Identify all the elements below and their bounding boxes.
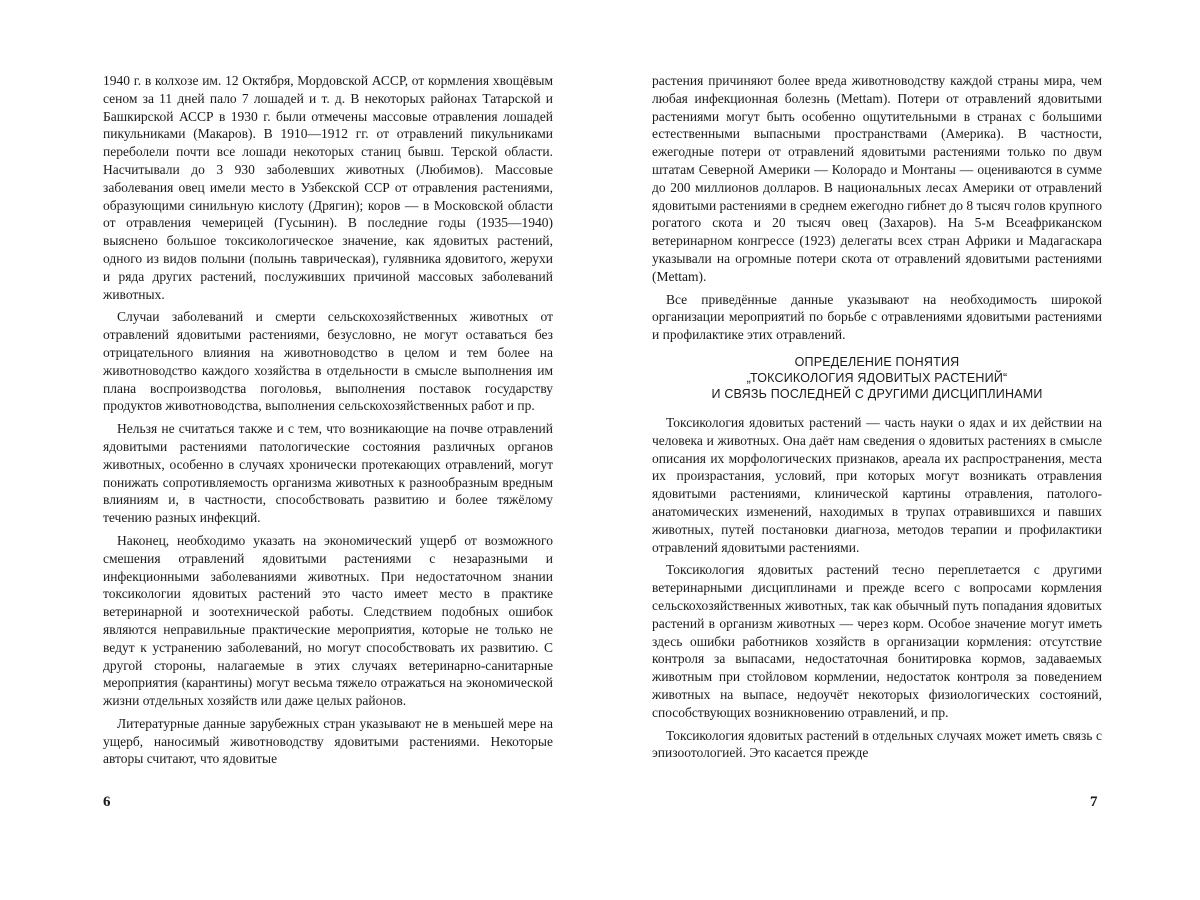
paragraph: Случаи заболеваний и смерти сельскохозяйственных животных от отравлений ядовитыми растениями, безусловно, не могут оставаться без отрицательного влияния на животноводство в целом и тем более на животноводство каждого хозяйства в отдельности в смысле выполнения им плана воспроизводства поголовья, выполнения поставок государству продуктов животноводства, выполнения сельскохозяйственных работ и пр. [103, 309, 553, 414]
paragraph: Токсикология ядовитых растений в отдельных случаях может иметь связь с эпизоотологией. Это касается прежде [652, 727, 1102, 761]
paragraph: Все приведённые данные указывают на необходимость широкой организации мероприятий по борьбе с отравлениями ядовитыми растениями и профилактике этих отравлений. [652, 291, 1102, 343]
heading-line: „ТОКСИКОЛОГИЯ ЯДОВИТЫХ РАСТЕНИЙ“ [746, 370, 1008, 385]
section-heading [652, 354, 1102, 402]
page-number: 6 [103, 794, 111, 810]
paragraph: Наконец, необходимо указать на экономический ущерб от возможного смешения отравлений ядовитыми растениями с незаразными и инфекционными заболеваниями животных. При недостаточном знании токсикологии ядовитых растений это часто имеет место в практике ветеринарной и зоотехнической работы. Следствием подобных ошибок являются неправильные практические мероприятия, которые не только не ведут к устранению заболеваний, но могут способствовать их развитию. С другой стороны, налагаемые в этих случаях ветеринарно-санитарные мероприятия (карантины) могут весьма тяжело отражаться на экономической жизни отдельных хозяйств или даже целых районов. [103, 532, 553, 709]
paragraph: Литературные данные зарубежных стран указывают не в меньшей мере на ущерб, наносимый животноводству ядовитыми растениями. Некоторые авторы считают, что ядовитые [103, 715, 553, 767]
paragraph: растения причиняют более вреда животноводству каждой страны мира, чем любая инфекционная болезнь (Mettam). Потери от отравлений ядовитыми растениями могут быть особенно ощутительными в странах с большими естественными выпасными пространствами (Америка). В частности, ежегодные потери от отравлений ядовитыми растениями только по двум штатам Северной Америки — Колорадо и Монтаны — оцениваются в сумме до 200 миллионов долларов. В национальных лесах Америки от отравлений ядовитыми растениями в среднем ежегодно гибнет до 8 тысяч голов крупного рогатого скота и 20 тысяч овец (Захаров). На 5-м Всеафриканском ветеринарном конгрессе (1923) делегаты всех стран Африки и Мадагаскара указывали на огромные потери скота от отравлений ядовитыми растениями (Mettam). [652, 73, 1102, 284]
page-number: 7 [1090, 794, 1098, 810]
left-page [103, 72, 553, 773]
paragraph: Нельзя не считаться также и с тем, что возникающие на почве отравлений ядовитыми растениями патологические состояния различных органов животных, особенно в случаях хронически протекающих отравлений, могут понижать сопротивляемость организма животных к разнообразным вредным влияниям и, в частности, способствовать развитию и более тяжёлому течению разных инфекций. [103, 421, 553, 526]
paragraph: 1940 г. в колхозе им. 12 Октября, Мордовской АССР, от кормления хвощёвым сеном за 11 дней пало 7 лошадей и т. д. В некоторых районах Татарской и Башкирской АССР в 1930 г. были отмечены массовые отравления лошадей пикульниками (Макаров). В 1910—1912 гг. от отравлений пикульниками переболели почти все лошади некоторых станиц бывш. Терской области. Насчитывали до 3 930 заболевших животных (Любимов). Массовые заболевания овец имели место в Узбекской ССР от отравления растениями, образующими синильную кислоту (Дрягин); коров — в Московской области от отравления чемерицей (Гусынин). В последние годы (1935—1940) выяснено большое токсикологическое значение, как ядовитых растений, одного из видов полыни (полынь таврическая), гулявника ядовитого, жерухи и ряда других растений, послуживших причиной массовых заболеваний животных. [103, 73, 553, 302]
heading-line: И СВЯЗЬ ПОСЛЕДНЕЙ С ДРУГИМИ ДИСЦИПЛИНАМИ [711, 386, 1043, 401]
paragraph: Токсикология ядовитых растений тесно переплетается с другими ветеринарными дисциплинами и прежде всего с вопросами кормления сельскохозяйственных животных, так как обычный путь попадания ядовитых растений в организм животных — через корм. Особое значение могут иметь здесь ошибки работников хозяйств в организации кормления: отсутствие контроля за выпасами, недостаточная бонитировка кормов, задаваемых животным при стойловом кормлении, недостаток контроля за поведением животных на выпасе, недоучёт некоторых физиологических состояний, способствующих возникновению отравлений, и пр. [652, 562, 1102, 720]
paragraph: Токсикология ядовитых растений — часть науки о ядах и их действии на человека и животных. Она даёт нам сведения о ядовитых растениях в смысле описания их морфологических признаков, ареала их распространения, места их произрастания, условий, при которых могут возникать отравления ядовитыми растениями, клинической картины отравления, патолого-анатомических изменений, находимых в трупах отравившихся и павших животных, путей постановки диагноза, методов терапии и профилактики отравлений ядовитыми растениями. [652, 414, 1102, 555]
heading-line: ОПРЕДЕЛЕНИЕ ПОНЯТИЯ [794, 354, 960, 369]
right-page [652, 72, 1102, 767]
